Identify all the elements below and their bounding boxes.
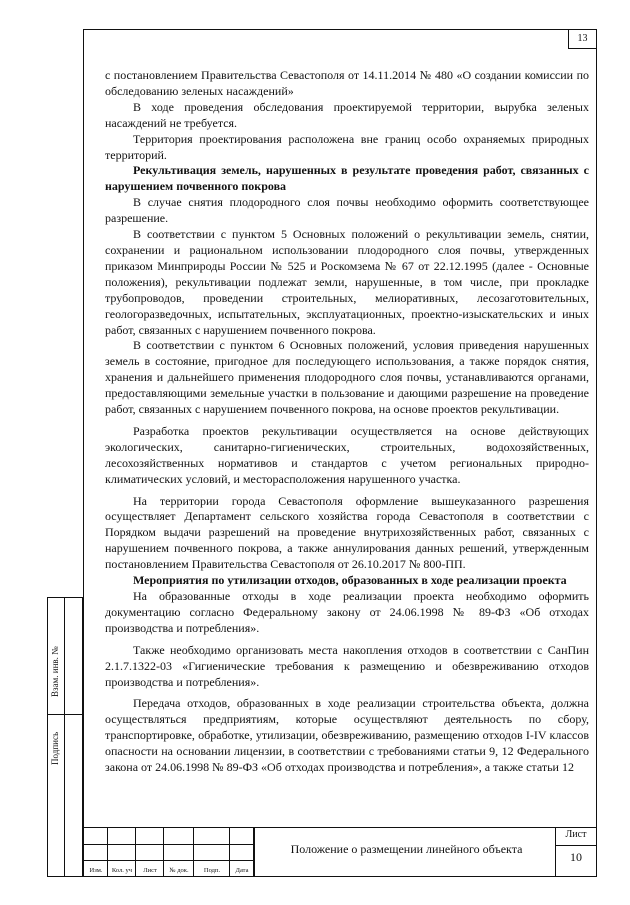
paragraph: На территории города Севастополя оформление вышеуказанного разрешения осуществляет Департамент сельского хозяйства города Севастополя в соответствии с Порядком выдачи разрешений на проведение внутрихозяйственных работ, связанных с нарушением почвенного покрова, а также аннулирования данных решений, утвержденным постановлением Правительства Севастополя от 26.10.2017 № 800-ПП. xyxy=(105,493,589,572)
paragraph: В соответствии с пунктом 5 Основных положений о рекультивации земель, снятии, сохранении и рациональном использовании плодородного слоя почвы, утвержденных приказом Минприроды России № 525 и Роскомзема № 67 от 22.12.1995 (далее - Основные положения), рекультивации подлежат земли, нарушенные, в том числе, при прокладке трубопроводов, проведении строительных, мелиоративных, лесозаготовительных, геологоразведочных, испытательных, эксплуатационных, проектно-изыскательских и иных работ, связанных с нарушением почвенного покрова. xyxy=(105,227,589,337)
stamp-col-list: Лист xyxy=(143,867,157,874)
stamp-revision-grid xyxy=(84,828,254,876)
paragraph: Также необходимо организовать места накопления отходов в соответствии с СанПин 2.1.7.1322-03 «Гигиенические требования к размещению и обезвреживанию отходов производства и потребления». xyxy=(105,642,589,689)
stamp-col-izm: Изм. xyxy=(89,867,103,874)
section-heading: Мероприятия по утилизации отходов, образованных в ходе реализации проекта xyxy=(133,573,567,588)
left-margin-fields xyxy=(47,597,83,877)
title-block-stamp xyxy=(84,827,596,876)
paragraph: Разработка проектов рекультивации осуществляется на основе действующих экологических, санитарно-гигиенических, строительных, водохозяйственных, лесохозяйственных нормативов и стандартов с учетом региональных природно-климатических условий, и месторасположения нарушенного участка. xyxy=(105,423,589,486)
paragraph: с постановлением Правительства Севастополя от 14.11.2014 № 480 «О создании комиссии по обследованию зеленых насаждений» xyxy=(105,68,589,98)
stamp-col-date: Дата xyxy=(235,867,249,874)
stamp-col-doc: № док. xyxy=(169,867,189,874)
paragraph: На образованные отходы в ходе реализации проекта необходимо оформить документацию согласно Федеральному закону от 24.06.1998 № 89-ФЗ «Об отходах производства и потребления». xyxy=(105,589,589,635)
stamp-title: Положение о размещении линейного объекта xyxy=(290,842,523,856)
stamp-col-podp: Подп. xyxy=(203,867,221,874)
paragraph: Передача отходов, образованных в ходе реализации строительства объекта, должна осуществляться предприятиям, которые осуществляют деятельность по сбору, транспортировке, обработке, утилизации, обезвреживанию, размещению отходов I-IV классов опасности на основании лицензии, в соответствии с требованиями статьи 9, 12 Федерального закона от 24.06.1998 № 89-ФЗ «Об отходах производства и потребления», а также статьи 12 xyxy=(105,696,589,775)
stamp-sheet-label: Лист xyxy=(565,829,587,840)
document-sheet xyxy=(83,29,597,877)
stamp-col-kol: Кол. уч xyxy=(111,867,133,874)
paragraph: В ходе проведения обследования проектируемой территории, вырубка зеленых насаждений не требуется. xyxy=(105,99,589,130)
section-heading: Рекультивация земель, нарушенных в результате проведения работ, связанных с нарушением почвенного покрова xyxy=(105,163,589,194)
document-body xyxy=(105,68,589,776)
margin-vzam-label: Взам. инв. № xyxy=(50,646,60,697)
stamp-sheet-number: 10 xyxy=(570,850,582,864)
corner-page-number: 13 xyxy=(568,29,597,49)
margin-podpis-label: Подпись xyxy=(50,731,60,765)
paragraph: Территория проектирования расположена вне границ особо охраняемых природных территорий. xyxy=(105,131,589,162)
paragraph: В случае снятия плодородного слоя почвы необходимо оформить соответствующее разрешение. xyxy=(105,195,589,226)
stamp-sheet-box xyxy=(555,828,596,876)
paragraph: В соответствии с пунктом 6 Основных положений, условия приведения нарушенных земель в состояние, пригодное для последующего использования, а также порядок снятия, хранения и дальнейшего применения плодородного слоя почвы, устанавливаются органами, предоставляющими земельные участки в пользование и дающими разрешение на проведение работ, связанных с нарушением почвенного покрова, на основе проектов рекультивации. xyxy=(105,338,589,417)
